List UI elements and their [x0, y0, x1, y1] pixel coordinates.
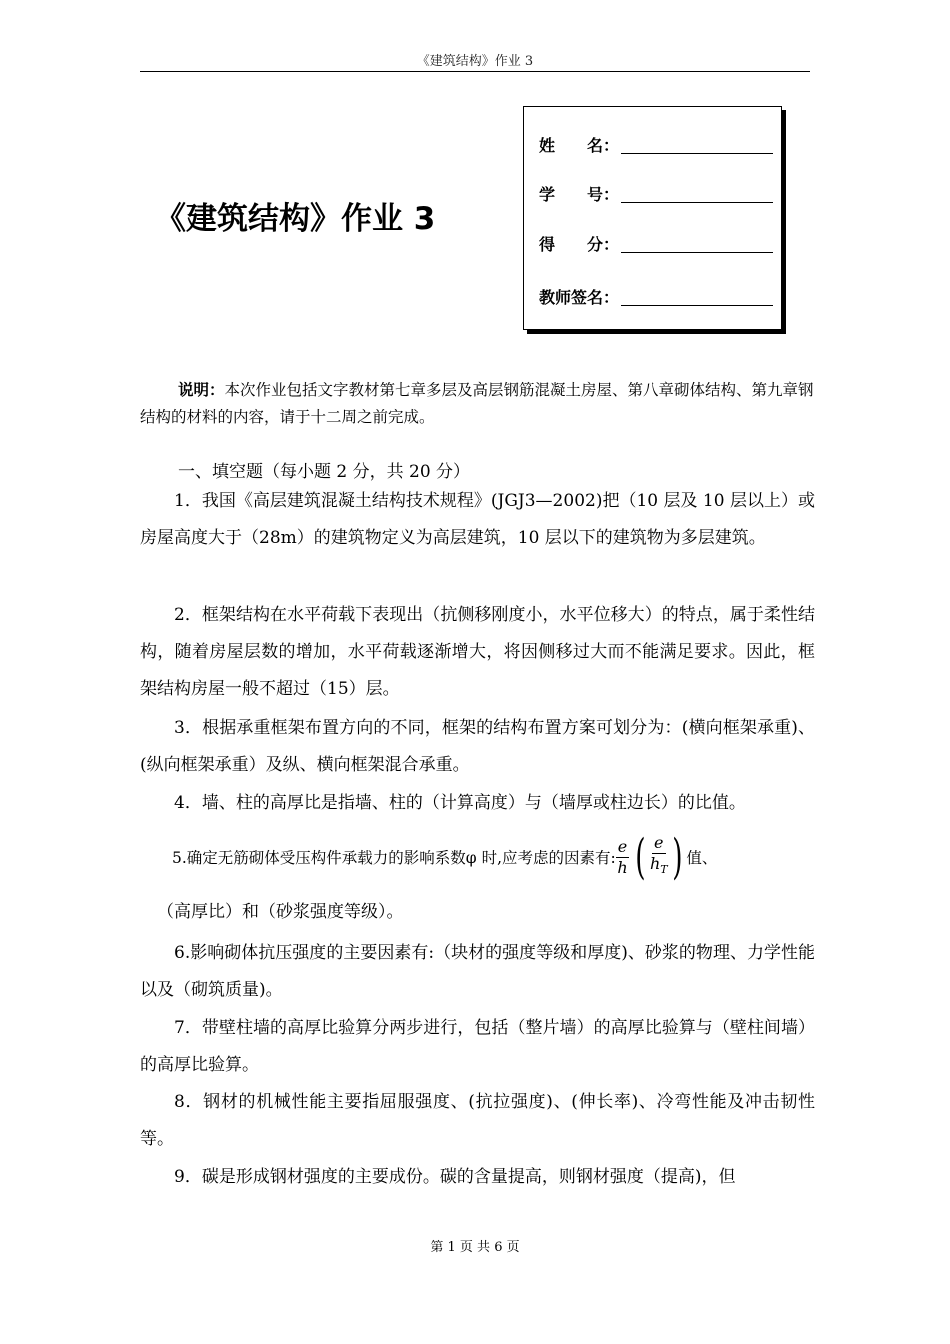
student-id-blank[interactable]: [621, 202, 773, 203]
student-id-label: 学 号：: [539, 185, 620, 204]
question-7: 7．带壁柱墙的高厚比验算分两步进行，包括（整片墙）的高厚比验算与（壁柱间墙）的高厚比验算。: [140, 1018, 815, 1075]
section-heading: 一、填空题（每小题 2 分，共 20 分）: [178, 462, 471, 482]
question-5-continued: （高厚比）和（砂浆强度等级）。: [157, 902, 404, 922]
question-4: 4．墙、柱的高厚比是指墙、柱的（计算高度）与（墙厚或柱边长）的比值。: [174, 793, 746, 813]
teacher-signature-row: [539, 285, 777, 307]
question-5-suffix: 值、: [686, 849, 718, 867]
page-footer: 第 1 页 共 6 页: [430, 1240, 520, 1255]
question-6: 6.影响砌体抗压强度的主要因素有:（块材的强度等级和厚度)、砂浆的物理、力学性能以及（砌筑质量)。: [140, 943, 815, 1000]
student-info-box: [523, 106, 782, 330]
student-id-row: [539, 182, 777, 204]
question-5-text: 5.确定无筋砌体受压构件承载力的影响系数φ 时,应考虑的因素有:: [172, 849, 616, 867]
running-header: 《建筑结构》作业 3: [416, 54, 534, 69]
e-over-h-fraction: $\frac{e}{h}$: [617, 836, 628, 877]
question-5: [172, 829, 718, 885]
score-row: [539, 232, 777, 254]
e-over-hT-fraction: ( $\frac{e}{h_T}$ ): [635, 829, 683, 885]
question-1: 1．我国《高层建筑混凝土结构技术规程》(JGJ3—2002)把（10 层及 10 层以上）或房屋高度大于（28m）的建筑物定义为高层建筑，10 层以下的建筑物为多层建筑。: [140, 491, 815, 548]
question-8: 8．钢材的机械性能主要指屈服强度、(抗拉强度)、(伸长率)、冷弯性能及冲击韧性等。: [140, 1092, 815, 1149]
instructions-note: [140, 377, 815, 431]
note-label: 说明：: [178, 381, 225, 399]
document-title: 《建筑结构》作业 3: [155, 201, 436, 237]
score-label: 得 分：: [539, 235, 620, 254]
teacher-signature-blank[interactable]: [621, 305, 773, 306]
question-9: 9．碳是形成钢材强度的主要成份。碳的含量提高，则钢材强度（提高)，但: [174, 1167, 736, 1187]
name-blank[interactable]: [621, 153, 773, 154]
note-text: 本次作业包括文字教材第七章多层及高层钢筋混凝土房屋、第八章砌体结构、第九章钢结构的材料的内容，请于十二周之前完成。: [140, 381, 814, 426]
score-blank[interactable]: [621, 252, 773, 253]
name-row: [539, 133, 777, 155]
question-2: 2．框架结构在水平荷载下表现出（抗侧移刚度小，水平位移大）的特点，属于柔性结构，随着房屋层数的增加，水平荷载逐渐增大，将因侧移过大而不能满足要求。因此，框架结构房屋一般不超过（15）层。: [140, 605, 815, 699]
question-3: 3．根据承重框架布置方向的不同，框架的结构布置方案可划分为：(横向框架承重)、(纵向框架承重）及纵、横向框架混合承重。: [140, 718, 815, 775]
header-rule: [140, 71, 810, 72]
name-label: 姓 名：: [539, 136, 620, 155]
teacher-signature-label: 教师签名：: [539, 288, 620, 307]
